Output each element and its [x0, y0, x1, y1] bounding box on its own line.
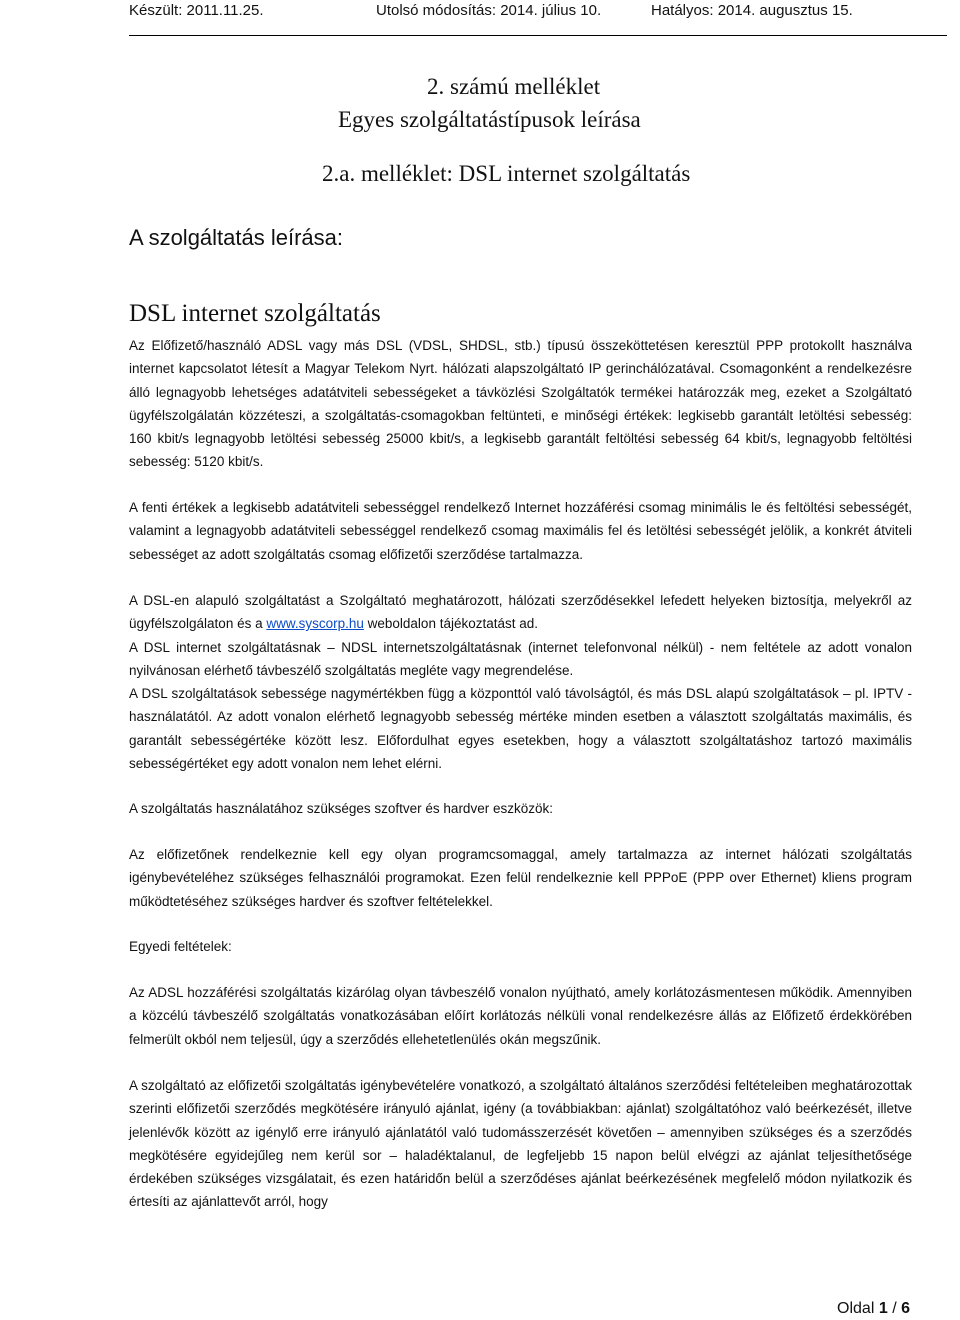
paragraph-text: Az előfizetőnek rendelkeznie kell egy olyan programcsomaggal, amely tartalmazza az internet hálózati szolgáltatás igénybevételéhez szükséges felhasználói programokat. Ezen felül rendelkeznie kell PPPoE (PPP over Ethernet) kliens program működtetéséhez szükséges hardver és szoftver feltételekkel. [129, 847, 912, 909]
paragraph-special-conditions-heading [129, 935, 912, 958]
page-footer [837, 1300, 910, 1318]
annex-title: Egyes szolgáltatástípusok leírása [338, 107, 641, 132]
page-separator: / [892, 1300, 897, 1317]
page-label: Oldal [837, 1300, 875, 1317]
paragraph-software-requirements [129, 843, 912, 913]
current-page-number: 1 [878, 1300, 888, 1317]
service-heading: DSL internet szolgáltatás [129, 300, 381, 327]
header-divider [129, 35, 947, 36]
paragraph-contract-offer [129, 1074, 912, 1214]
section-label: A szolgáltatás leírása: [129, 225, 344, 250]
paragraph-service-description [129, 334, 912, 474]
paragraph-ndsl [129, 636, 912, 683]
paragraph-speed-values [129, 496, 912, 566]
paragraph-speed-factors [129, 682, 912, 775]
effective-date: Hatályos: 2014. augusztus 15. [651, 2, 853, 19]
paragraph-text: Egyedi feltételek: [129, 939, 232, 954]
paragraph-text: A szolgáltatás használatához szükséges szoftver és hardver eszközök: [129, 801, 553, 816]
created-date: Készült: 2011.11.25. [129, 2, 264, 19]
paragraph-text: A szolgáltató az előfizetői szolgáltatás igénybevételére vonatkozó, a szolgáltató általános szerződési feltételeiben meghatározottak szerinti előfizetői szerződés megkötésére irányuló ajánlat, igény (a továbbiakban: ajánlat) szolgáltatóhoz való beérkezését, illetve jelenlévők között az igénylő erre irányuló ajánlatától való tudomásszerzését követően – amennyiben szükséges és a szerződés megkötésére egyidejűleg nem kerül sor – haladéktalanul, de legfeljebb 15 napon belül elvégzi az ajánlat teljesíthetősége érdekében szükséges vizsgálatait, és ezen határidőn belül a szerződéses ajánlat beérkezésének megfelelő módon nyilatkozik és értesíti az ajánlattevőt arról, hogy [129, 1078, 912, 1210]
total-page-count: 6 [901, 1300, 910, 1317]
paragraph-adsl-conditions [129, 981, 912, 1051]
page-header [0, 0, 960, 30]
paragraph-coverage [129, 589, 912, 636]
modified-date: Utolsó módosítás: 2014. július 10. [376, 2, 602, 19]
paragraph-text: A fenti értékek a legkisebb adatátviteli sebességgel rendelkező Internet hozzáférési csomag minimális le és feltöltési sebességét, valamint a legnagyobb adatátviteli sebességgel rendelkező csomag maximális fel és letöltési sebességét jelölik, a konkrét átviteli sebességet az adott szolgáltatás csomag előfizetői szerződése tartalmazza. [129, 500, 912, 562]
coverage-text-before: A DSL-en alapuló szolgáltatást a Szolgáltató meghatározott, hálózati szerződésekkel lefedett helyeken biztosítja, melyekről az ügyfélszolgálaton és a [129, 593, 912, 632]
annex-number-title: 2. számú melléklet [427, 74, 601, 99]
coverage-text-after: weboldalon tájékoztatást ad. [363, 616, 539, 632]
paragraph-requirements-heading [129, 797, 912, 820]
paragraph-text [129, 589, 912, 636]
paragraph-text: Az Előfizető/használó ADSL vagy más DSL (VDSL, SHDSL, stb.) típusú összeköttetésen keresztül PPP protokollt használva internet kapcsolatot létesít a Magyar Telekom Nyrt. hálózati alapszolgáltató IP gerinchálózatával. Csomagonként a rendelkezésre álló legnagyobb lehetséges adatátviteli sebességeket a távközlési Szolgáltatók termékei határozzák meg, ezeket a Szolgáltató ügyfélszolgálatán közzéteszi, a szolgáltatás-csomagokban feltünteti, e minőségi értékek: legkisebb garantált letöltési sebesség: 160 kbit/s legnagyobb letöltési sebesség 25000 kbit/s, a legkisebb garantált feltöltési sebesség 64 kbit/s, legnagyobb feltöltési sebesség: 5120 kbit/s. [129, 338, 912, 470]
paragraph-text: A DSL szolgáltatások sebessége nagymértékben függ a központtól való távolságtól, és más DSL alapú szolgáltatások – pl. IPTV - használatától. Az adott vonalon elérhető legnagyobb sebesség mértéke minden esetben a választott szolgáltatás maximális, és garantált sebességértéke között lesz. Előfordulhat egyes esetekben, hogy a választott szolgáltatáshoz tartozó maximális sebességértéket egy adott vonalon nem lehet elérni. [129, 686, 912, 771]
syscorp-link[interactable]: www.syscorp.hu [266, 616, 364, 632]
sub-annex-title: 2.a. melléklet: DSL internet szolgáltatás [322, 161, 691, 186]
paragraph-text: A DSL internet szolgáltatásnak – NDSL internetszolgáltatásnak (internet telefonvonal nélkül) - nem feltétele az adott vonalon nyilvánosan elérhető távbeszélő szolgáltatás megléte vagy megrendelése. [129, 640, 912, 679]
paragraph-text: Az ADSL hozzáférési szolgáltatás kizárólag olyan távbeszélő vonalon nyújtható, amely korlátozásmentesen működik. Amennyiben a közcélú távbeszélő szolgáltatás vonatkozásában előírt korlátozás nélküli vonal rendelkezésre állás az Előfizető érdekkörében felmerült okból nem teljesül, úgy a szerződés ellehetetlenülés okán megszűnik. [129, 985, 912, 1047]
